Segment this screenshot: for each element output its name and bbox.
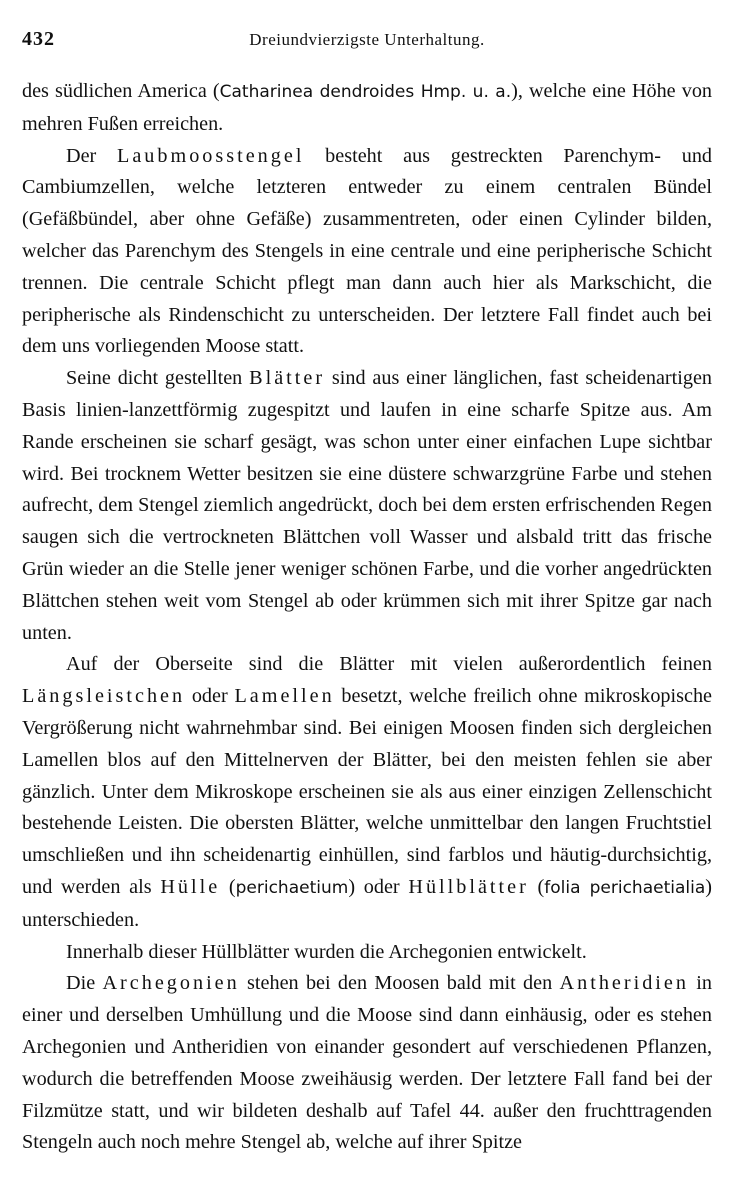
running-head: [22, 28, 712, 58]
text-run: ) oder: [348, 875, 409, 898]
spaced-term: Archegonien: [102, 972, 240, 995]
spaced-term: Blätter: [249, 367, 326, 390]
text-run: (: [220, 875, 236, 898]
spaced-term: Hüllblätter: [408, 875, 529, 898]
text-run: Auf der Oberseite sind die Blätter mit vielen außerordentlich feinen: [66, 653, 712, 676]
paragraph: [22, 363, 712, 649]
text-run: Seine dicht gestellten: [66, 367, 250, 390]
spaced-term: Antheridien: [559, 972, 689, 995]
text-run: in einer und derselben Umhüllung und die Moose sind dann einhäusig, oder es stehen Archegonien und Antheridien von einander gesondert auf verschiedenen Pflanzen, wodurch die betreffenden Moose zweihäusig werden. Der letztere Fall fand bei der Filzmütze statt, und wir bildeten deshalb auf Tafel 44. außer den fruchttragenden Stengeln auch noch mehre Stengel ab, welche auf ihrer Spitze: [22, 972, 712, 1154]
text-run: des südlichen America (: [22, 80, 220, 102]
paragraph: [22, 141, 712, 364]
spaced-term: Lamellen: [234, 685, 335, 708]
paragraph: [22, 968, 712, 1159]
page-number: 432: [22, 28, 55, 50]
latin-term: perichaetium: [235, 877, 349, 898]
latin-term: folia perichaetialia: [544, 877, 706, 898]
paragraph: [22, 76, 712, 141]
latin-term: Catharinea dendroides Hmp. u. a.: [219, 82, 512, 102]
text-run: sind aus einer länglichen, fast scheidenartigen Basis linien-lanzettförmig zugespitzt und laufen in eine scharfe Spitze aus. Am Rande erscheinen sie scharf gesägt, was schon unter einer einfachen Lupe sichtbar wird. Bei trocknem Wetter besitzen sie eine düstere schwarzgrüne Farbe und stehen aufrecht, dem Stengel ziemlich angedrückt, doch bei dem ersten erfrischenden Regen saugen sich die vertrockneten Blättchen voll Wasser und alsbald tritt das frische Grün wieder an die Stelle jener weniger schönen Farbe, und die vorher angedrückten Blättchen stehen weit vom Stengel ab oder krümmen sich mit ihrer Spitze gar nach unten.: [22, 367, 713, 644]
text-run: besteht aus gestreckten Parenchym- und Cambiumzellen, welche letzteren entweder zu einem centralen Bündel (Gefäßbündel, aber ohne Gefäße) zusammentreten, oder einen Cylinder bilden, welcher das Parenchym des Stengels in eine centrale und eine peripherische Schicht trennen. Die centrale Schicht pflegt man dann auch hier als Markschicht, die peripherische als Rindenschicht zu unterscheiden. Der letztere Fall findet auch bei dem uns vorliegenden Moose statt.: [22, 144, 713, 358]
text-run: besetzt, welche freilich ohne mikroskopische Vergrößerung nicht wahrnehmbar sind. Bei einigen Moosen finden sich dergleichen Lamellen blos auf den Mittelnerven der Blätter, bei den meisten fehlen sie aber gänzlich. Unter dem Mikroskope erscheinen sie als aus einer einzigen Zellenschicht bestehende Leisten. Die obersten Blätter, welche unmittelbar den langen Fruchtstiel umschließen und ihn scheidenartig einhüllen, sind farblos und häutig-durchsichtig, und werden als: [22, 685, 713, 898]
text-run: oder: [185, 685, 235, 708]
body-text: [22, 76, 712, 1159]
text-run: Der: [66, 144, 118, 167]
running-title: Dreiundvierzigste Unterhaltung.: [249, 30, 485, 49]
text-run: (: [528, 875, 545, 898]
paragraph: [22, 937, 712, 969]
text-run: Die: [66, 972, 103, 995]
spaced-term: Laubmoosstengel: [117, 144, 305, 167]
text-run: Innerhalb dieser Hüllblätter wurden die Archegonien entwickelt.: [66, 940, 587, 963]
text-run: ) unterschieden.: [22, 875, 712, 931]
paragraph: [22, 649, 712, 936]
text-run: ), welche eine Höhe von mehren Fußen erreichen.: [22, 80, 713, 135]
spaced-term: Längsleistchen: [22, 685, 186, 708]
text-run: stehen bei den Moosen bald mit den: [239, 972, 560, 995]
spaced-term: Hülle: [160, 875, 221, 898]
